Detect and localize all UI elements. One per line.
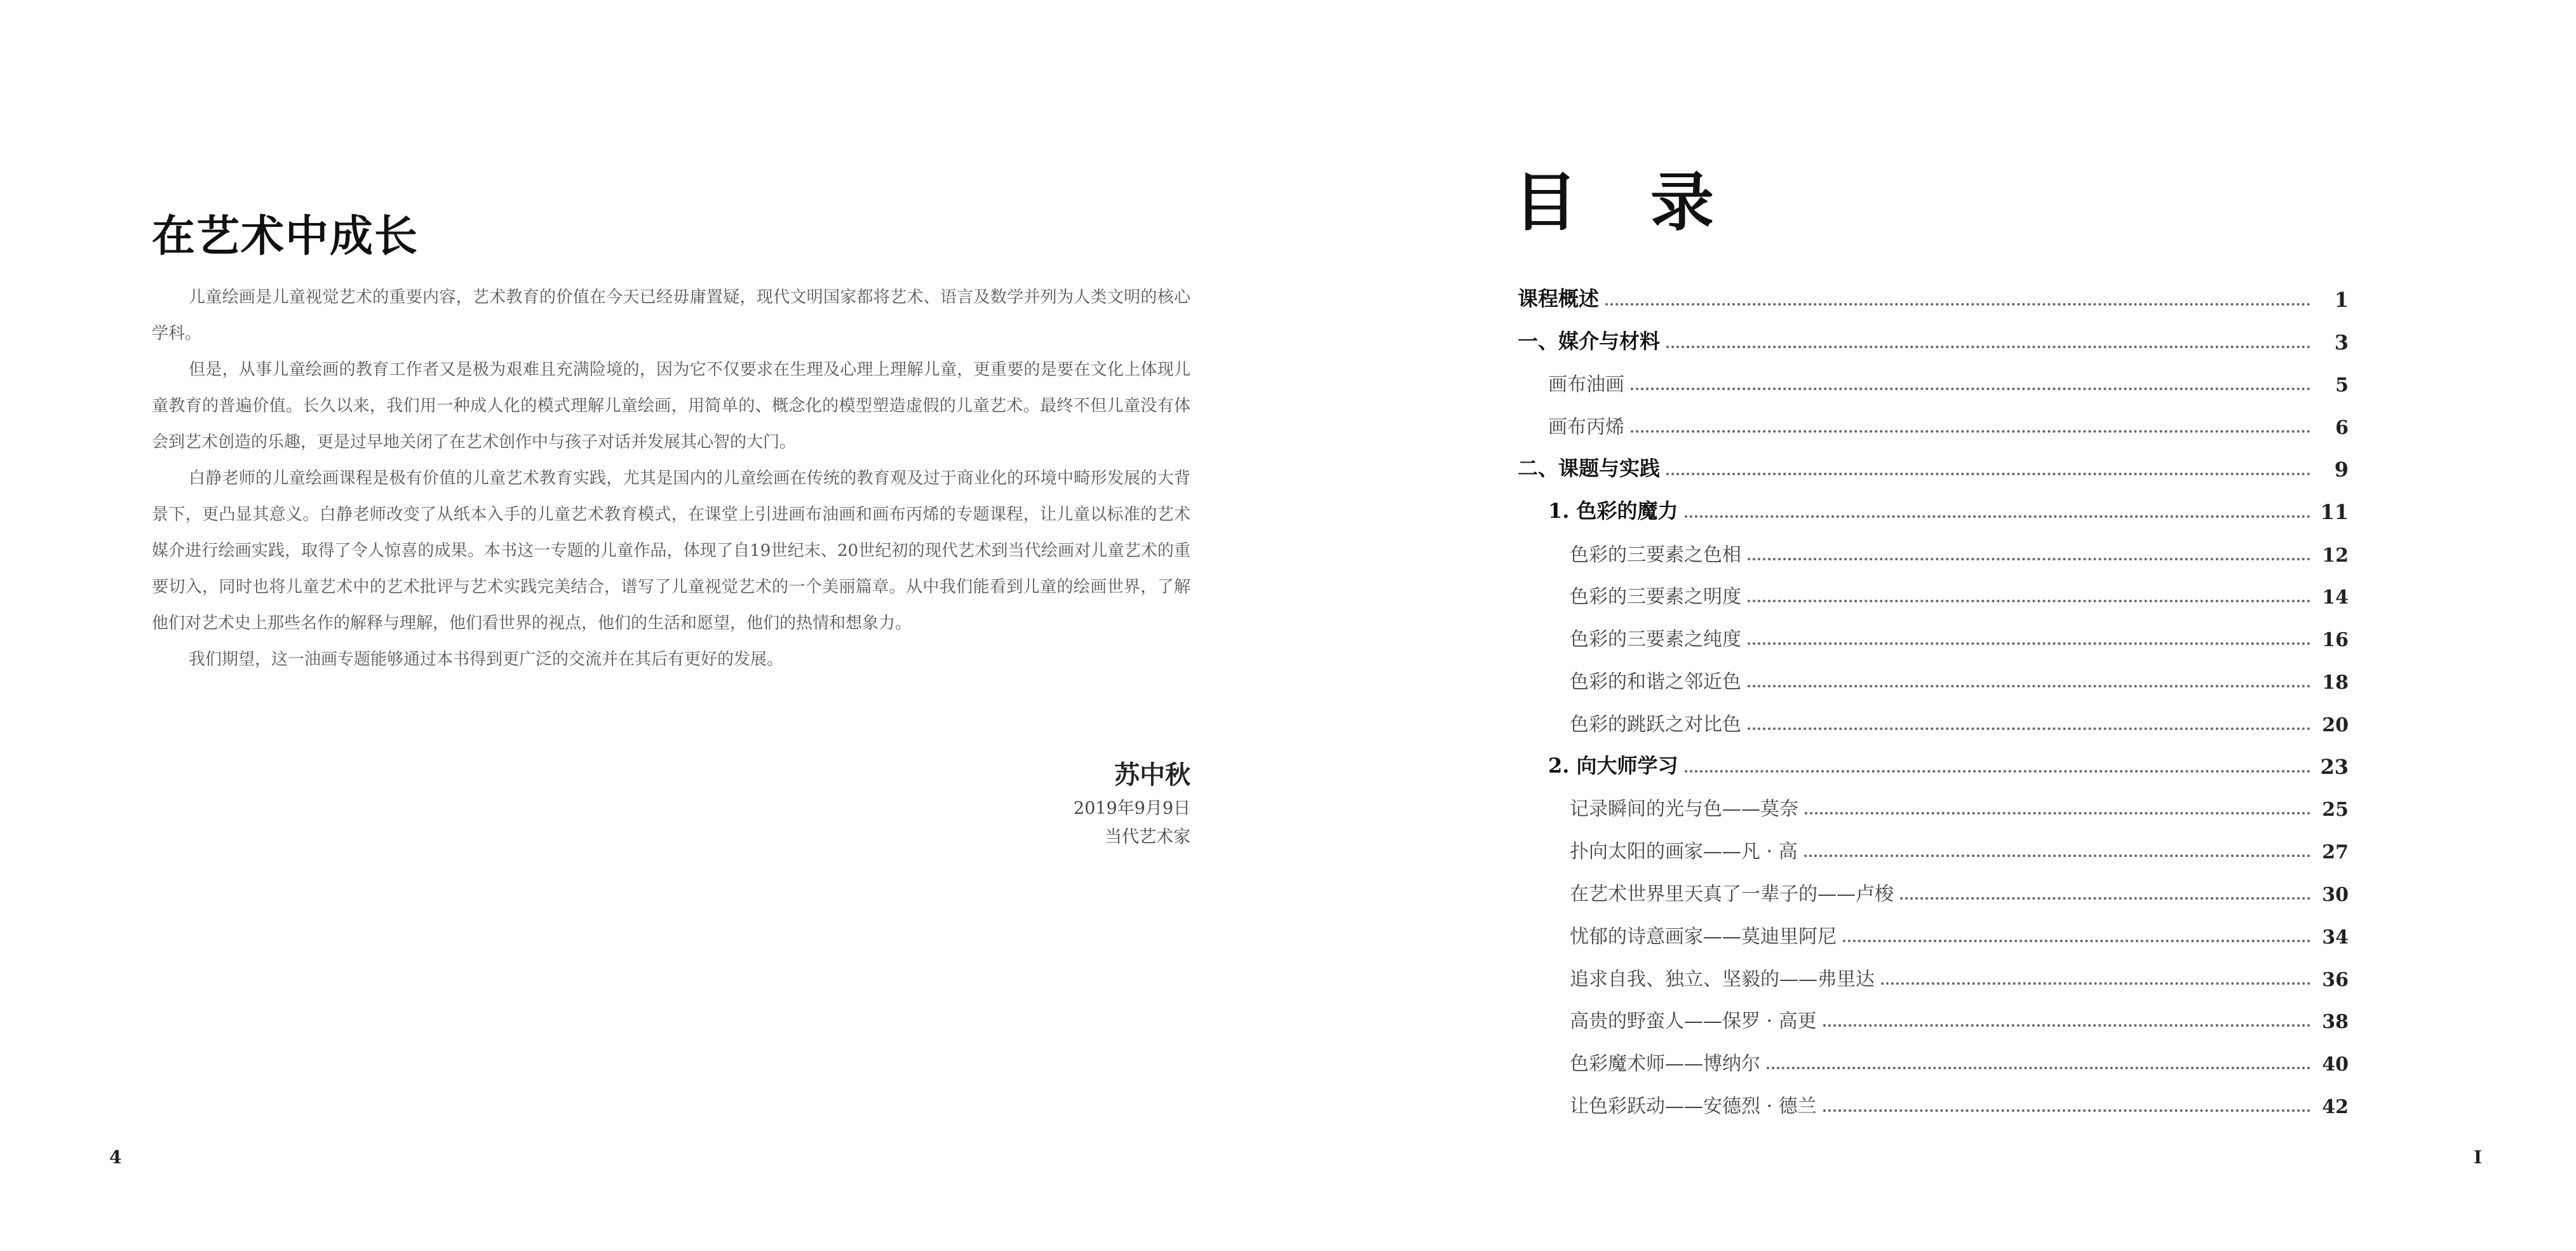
toc-entry[interactable]	[1518, 276, 2349, 318]
toc-dot-leader	[1823, 1109, 2310, 1112]
toc-entry-label: 画布丙烯	[1548, 416, 1624, 439]
author-role: 当代艺术家	[1105, 827, 1190, 847]
toc-dot-leader	[1666, 346, 2310, 348]
toc-entry-page: 16	[2322, 629, 2349, 652]
page-number-left: 4	[109, 1147, 122, 1168]
toc-entry-label: 色彩的三要素之纯度	[1570, 628, 1741, 651]
toc-entry[interactable]	[1518, 912, 2349, 955]
toc-entry[interactable]	[1518, 488, 2349, 531]
toc-dot-leader	[1843, 940, 2310, 942]
toc-entry-page: 1	[2334, 287, 2349, 312]
essay-paragraph: 但是，从事儿童绘画的教育工作者又是极为艰难且充满险境的，因为它不仅要求在生理及心理上理解儿童，更重要的是要在文化上体现儿童教育的普遍价值。长久以来，我们用一种成人化的模式理解儿童绘画，用简单的、概念化的模型塑造虚假的儿童艺术。最终不但儿童没有体会到艺术创造的乐趣，更是过早地关闭了在艺术创作中与孩子对话并发展其心智的大门。	[152, 360, 1190, 452]
toc-entry-label: 一、媒介与材料	[1518, 328, 1661, 353]
toc-entry[interactable]	[1518, 445, 2349, 488]
toc-entry-page: 18	[2322, 671, 2349, 694]
toc-dot-leader	[1881, 982, 2310, 985]
toc-entry-label: 追求自我、独立、坚毅的——弗里达	[1570, 968, 1875, 991]
toc-entry-label: 记录瞬间的光与色——莫奈	[1570, 798, 1798, 821]
toc-dot-leader	[1748, 685, 2310, 687]
signature-block	[1074, 756, 1190, 851]
toc-entry-page: 23	[2320, 754, 2349, 779]
toc-entry-label: 在艺术世界里天真了一辈子的——卢梭	[1570, 882, 1894, 905]
toc-entry-label: 色彩的和谐之邻近色	[1570, 670, 1741, 693]
toc-entry-page: 14	[2322, 586, 2349, 609]
toc-entry-label: 2. 向大师学习	[1548, 753, 1678, 778]
author-name: 苏中秋	[1114, 760, 1190, 790]
toc-entry[interactable]	[1518, 1082, 2349, 1125]
toc-dot-leader	[1823, 1024, 2310, 1027]
toc-entry-label: 1. 色彩的魔力	[1548, 498, 1678, 523]
toc-entry[interactable]	[1518, 531, 2349, 573]
toc-entry-label: 色彩的跳跃之对比色	[1570, 713, 1741, 736]
toc-dot-leader	[1685, 515, 2310, 518]
essay-paragraph: 白静老师的儿童绘画课程是极有价值的儿童艺术教育实践，尤其是国内的儿童绘画在传统的教育观及过于商业化的环境中畸形发展的大背景下，更凸显其意义。白静老师改变了从纸本入手的儿童艺术教育模式，在课堂上引进画布油画和画布丙烯的专题课程，让儿童以标准的艺术媒介进行绘画实践，取得了令人惊喜的成果。本书这一专题的儿童作品，体现了自19世纪末、20世纪初的现代艺术到当代绘画对儿童艺术的重要切入，同时也将儿童艺术中的艺术批评与艺术实践完美结合，谱写了儿童视觉艺术的一个美丽篇章。从中我们能看到儿童的绘画世界，了解他们对艺术史上那些名作的解释与理解，他们看世界的视点，他们的生活和愿望，他们的热情和想象力。	[152, 469, 1190, 633]
toc-entry-page: 20	[2322, 713, 2349, 736]
toc-entry[interactable]	[1518, 318, 2349, 361]
toc-entry[interactable]	[1518, 658, 2349, 700]
toc-entry-label: 忧郁的诗意画家——莫迪里阿尼	[1570, 925, 1837, 948]
toc-entry[interactable]	[1518, 743, 2349, 785]
toc-entry-label: 色彩的三要素之明度	[1570, 586, 1741, 609]
toc-list	[1518, 276, 2349, 1125]
toc-dot-leader	[1748, 727, 2310, 730]
toc-entry-page: 3	[2334, 330, 2349, 355]
toc-entry[interactable]	[1518, 361, 2349, 403]
toc-entry-page: 5	[2335, 374, 2349, 397]
toc-entry[interactable]	[1518, 403, 2349, 445]
toc-dot-leader	[1748, 642, 2310, 645]
toc-entry-page: 42	[2322, 1095, 2349, 1118]
toc-entry-page: 40	[2322, 1053, 2349, 1076]
essay-paragraph: 儿童绘画是儿童视觉艺术的重要内容，艺术教育的价值在今天已经毋庸置疑，现代文明国家都将艺术、语言及数学并列为人类文明的核心学科。	[152, 288, 1190, 343]
toc-entry-page: 25	[2322, 799, 2349, 822]
toc-entry[interactable]	[1518, 700, 2349, 743]
toc-title: 目 录	[1514, 165, 1739, 240]
toc-entry-label: 让色彩跃动——安德烈 · 德兰	[1570, 1095, 1817, 1118]
right-page	[1288, 0, 2576, 1251]
toc-dot-leader	[1748, 558, 2310, 560]
toc-entry-label: 课程概述	[1518, 286, 1600, 311]
toc-entry-label: 二、课题与实践	[1518, 456, 1661, 480]
toc-entry[interactable]	[1518, 615, 2349, 658]
toc-entry-label: 扑向太阳的画家——凡 · 高	[1570, 841, 1798, 863]
toc-entry-label: 色彩的三要素之色相	[1570, 543, 1741, 566]
toc-dot-leader	[1631, 430, 2310, 433]
toc-entry[interactable]	[1518, 573, 2349, 616]
page-number-right: I	[2473, 1147, 2482, 1168]
toc-dot-leader	[1748, 600, 2310, 602]
toc-entry-label: 色彩魔术师——博纳尔	[1570, 1053, 1760, 1076]
toc-entry[interactable]	[1518, 955, 2349, 997]
toc-dot-leader	[1767, 1067, 2310, 1069]
toc-entry-label: 高贵的野蛮人——保罗 · 高更	[1570, 1010, 1817, 1033]
toc-entry-page: 34	[2322, 926, 2349, 949]
essay-paragraph: 我们期望，这一油画专题能够通过本书得到更广泛的交流并在其后有更好的发展。	[189, 650, 784, 669]
toc-entry-page: 30	[2322, 883, 2349, 906]
toc-entry-page: 27	[2322, 841, 2349, 864]
toc-entry[interactable]	[1518, 870, 2349, 912]
toc-dot-leader	[1605, 303, 2310, 306]
toc-dot-leader	[1805, 812, 2310, 815]
signature-date: 2019年9月9日	[1073, 799, 1190, 818]
toc-entry-page: 11	[2320, 499, 2349, 524]
essay-body	[152, 280, 1190, 678]
toc-dot-leader	[1900, 897, 2310, 900]
toc-dot-leader	[1666, 473, 2310, 475]
toc-entry-page: 38	[2322, 1011, 2349, 1034]
toc-entry[interactable]	[1518, 827, 2349, 870]
toc-entry-page: 6	[2335, 417, 2349, 440]
toc-entry-page: 12	[2322, 544, 2349, 567]
essay-title: 在艺术中成长	[152, 211, 419, 262]
toc-entry[interactable]	[1518, 785, 2349, 828]
toc-entry-page: 9	[2334, 457, 2349, 482]
toc-entry[interactable]	[1518, 1039, 2349, 1082]
toc-entry[interactable]	[1518, 997, 2349, 1040]
toc-entry-label: 画布油画	[1548, 374, 1624, 396]
toc-entry-page: 36	[2322, 968, 2349, 991]
toc-dot-leader	[1804, 855, 2310, 857]
toc-dot-leader	[1685, 770, 2310, 773]
toc-dot-leader	[1631, 388, 2310, 390]
